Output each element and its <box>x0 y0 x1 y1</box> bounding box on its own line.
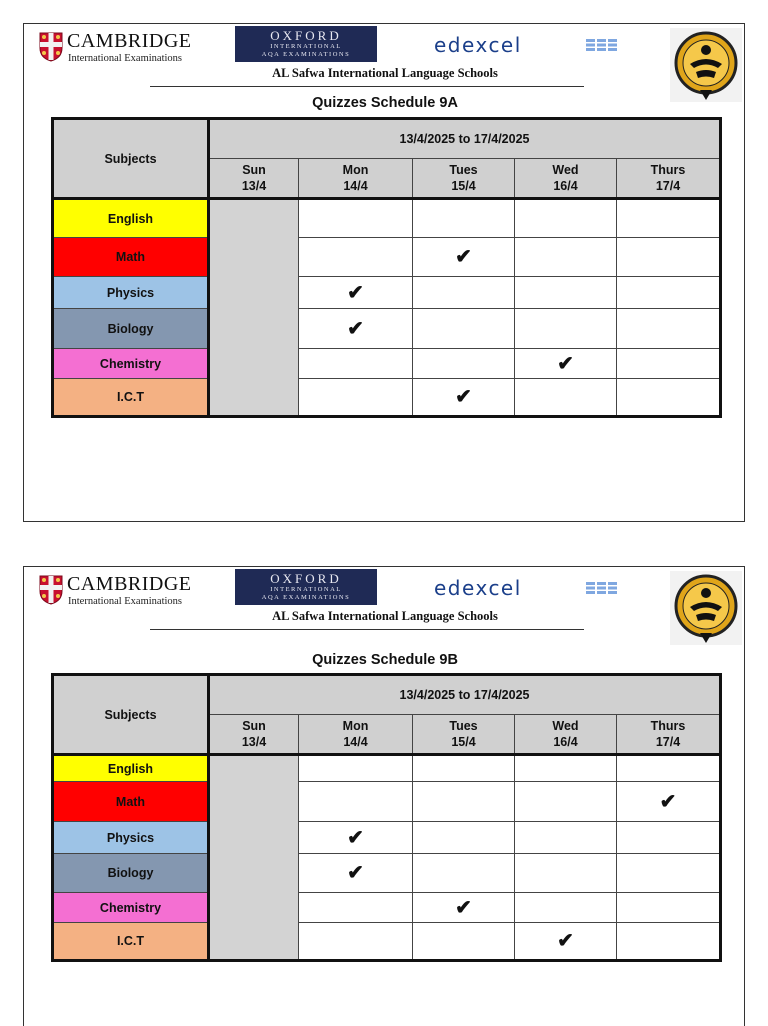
table-row <box>53 755 721 782</box>
schedule-cell <box>299 349 413 379</box>
schedule-cell <box>413 755 515 782</box>
schedule-cell: ✔ <box>413 238 515 277</box>
quiz-schedule-table <box>51 117 722 418</box>
cambridge-subtitle: International Examinations <box>68 596 183 607</box>
schedule-cell <box>515 893 617 923</box>
schedule-cell <box>413 782 515 822</box>
schedule-cell <box>617 309 721 349</box>
sunday-column <box>209 755 299 961</box>
table-row <box>53 379 721 417</box>
subject-chemistry: Chemistry <box>53 349 209 379</box>
edexcel-logo <box>434 576 624 598</box>
schedule-cell <box>617 854 721 893</box>
schedule-cell: ✔ <box>515 923 617 961</box>
table-row <box>53 782 721 822</box>
oxford-subtitle-1: INTERNATIONAL <box>270 586 342 593</box>
oxford-name: OXFORD <box>270 28 342 43</box>
schedule-cell <box>515 309 617 349</box>
schedule-cell <box>413 822 515 854</box>
schedule-cell <box>515 755 617 782</box>
schedule-cell <box>515 199 617 238</box>
day-name: Sun <box>242 163 266 177</box>
table-row <box>53 822 721 854</box>
schedule-cell <box>413 854 515 893</box>
sunday-column <box>209 199 299 417</box>
schedule-cell <box>299 755 413 782</box>
school-emblem <box>670 571 742 645</box>
subject-ict: I.C.T <box>53 923 209 961</box>
schedule-cell: ✔ <box>299 277 413 309</box>
oxford-aqa-logo <box>235 569 377 605</box>
schedule-cell <box>413 277 515 309</box>
day-date: 17/4 <box>655 179 681 193</box>
subject-math: Math <box>53 238 209 277</box>
school-name: AL Safwa International Language Schools <box>272 609 498 623</box>
schedule-cell <box>299 782 413 822</box>
schedule-cell <box>617 923 721 961</box>
schedule-cell <box>515 379 617 417</box>
schedule-cell <box>515 822 617 854</box>
school-emblem <box>670 28 742 102</box>
school-name: AL Safwa International Language Schools <box>272 66 498 80</box>
schedule-cell <box>515 854 617 893</box>
day-date: 17/4 <box>655 735 681 749</box>
schedule-page-9b <box>23 566 745 1026</box>
subject-biology: Biology <box>53 309 209 349</box>
day-name: Tues <box>449 719 478 733</box>
schedule-cell: ✔ <box>413 379 515 417</box>
day-header-thurs <box>617 715 721 755</box>
schedule-cell <box>413 349 515 379</box>
subject-ict: I.C.T <box>53 379 209 417</box>
subjects-header: Subjects <box>53 675 209 755</box>
schedule-cell: ✔ <box>299 822 413 854</box>
day-header-wed <box>515 715 617 755</box>
subject-math: Math <box>53 782 209 822</box>
day-name: Wed <box>552 163 579 177</box>
header-divider <box>150 629 584 630</box>
day-name: Mon <box>342 719 369 733</box>
day-date: 16/4 <box>553 735 578 749</box>
oxford-name: OXFORD <box>270 571 342 586</box>
day-name: Mon <box>342 163 369 177</box>
day-header-tues <box>413 715 515 755</box>
table-row <box>53 238 721 277</box>
day-date: 16/4 <box>553 179 578 193</box>
subject-physics: Physics <box>53 277 209 309</box>
oxford-subtitle-2: AQA EXAMINATIONS <box>261 51 351 58</box>
schedule-cell <box>299 379 413 417</box>
day-header-sun <box>209 715 299 755</box>
subject-chemistry: Chemistry <box>53 893 209 923</box>
schedule-cell <box>617 238 721 277</box>
edexcel-name: edexcel <box>434 576 522 600</box>
day-header-thurs <box>617 159 721 199</box>
schedule-cell <box>617 822 721 854</box>
schedule-cell <box>617 277 721 309</box>
schedule-cell: ✔ <box>299 854 413 893</box>
cambridge-name: CAMBRIDGE <box>67 573 192 595</box>
schedule-title: Quizzes Schedule 9A <box>312 95 458 111</box>
table-row <box>53 349 721 379</box>
schedule-cell <box>617 349 721 379</box>
school-emblem-icon <box>670 28 742 102</box>
schedule-cell: ✔ <box>413 893 515 923</box>
subject-physics: Physics <box>53 822 209 854</box>
table-row <box>53 854 721 893</box>
day-name: Thurs <box>650 719 686 733</box>
date-range-header: 13/4/2025 to 17/4/2025 <box>209 119 721 159</box>
schedule-cell: ✔ <box>299 309 413 349</box>
edexcel-logo <box>434 33 624 55</box>
oxford-aqa-logo <box>235 26 377 62</box>
schedule-cell <box>413 309 515 349</box>
table-row <box>53 277 721 309</box>
schedule-cell <box>299 923 413 961</box>
day-date: 15/4 <box>451 179 476 193</box>
schedule-cell: ✔ <box>617 782 721 822</box>
day-name: Thurs <box>650 163 686 177</box>
cambridge-logo <box>39 32 199 66</box>
cambridge-shield-icon <box>39 32 63 62</box>
school-emblem-icon <box>670 571 742 645</box>
day-name: Tues <box>449 163 478 177</box>
header-divider <box>150 86 584 87</box>
cambridge-name: CAMBRIDGE <box>67 30 192 52</box>
edexcel-bars-icon <box>586 39 618 51</box>
edexcel-bars-icon <box>586 582 618 594</box>
schedule-cell <box>299 238 413 277</box>
schedule-title: Quizzes Schedule 9B <box>312 652 458 668</box>
subject-english: English <box>53 199 209 238</box>
edexcel-name: edexcel <box>434 33 522 57</box>
day-header-sun <box>209 159 299 199</box>
day-name: Wed <box>552 719 579 733</box>
day-date: 13/4 <box>241 735 267 749</box>
schedule-cell <box>515 238 617 277</box>
schedule-page-9a <box>23 23 745 522</box>
oxford-subtitle-2: AQA EXAMINATIONS <box>261 594 351 601</box>
subjects-header: Subjects <box>53 119 209 199</box>
table-row <box>53 309 721 349</box>
schedule-cell <box>617 379 721 417</box>
schedule-cell <box>617 893 721 923</box>
day-header-mon <box>299 159 413 199</box>
cambridge-shield-icon <box>39 575 63 605</box>
day-date: 15/4 <box>451 735 476 749</box>
schedule-cell <box>617 199 721 238</box>
table-row <box>53 923 721 961</box>
schedule-cell: ✔ <box>515 349 617 379</box>
subject-biology: Biology <box>53 854 209 893</box>
schedule-cell <box>299 199 413 238</box>
day-date: 14/4 <box>343 179 368 193</box>
schedule-cell <box>413 199 515 238</box>
subject-english: English <box>53 755 209 782</box>
day-header-tues <box>413 159 515 199</box>
oxford-subtitle-1: INTERNATIONAL <box>270 43 342 50</box>
day-date: 14/4 <box>343 735 368 749</box>
quiz-schedule-table <box>51 673 722 962</box>
day-name: Sun <box>242 719 266 733</box>
schedule-cell <box>515 782 617 822</box>
schedule-cell <box>617 755 721 782</box>
schedule-cell <box>413 923 515 961</box>
day-header-wed <box>515 159 617 199</box>
day-header-mon <box>299 715 413 755</box>
table-row <box>53 199 721 238</box>
date-range-header: 13/4/2025 to 17/4/2025 <box>209 675 721 715</box>
table-row <box>53 893 721 923</box>
cambridge-subtitle: International Examinations <box>68 53 183 64</box>
schedule-cell <box>515 277 617 309</box>
cambridge-logo <box>39 575 199 609</box>
schedule-cell <box>299 893 413 923</box>
day-date: 13/4 <box>241 179 267 193</box>
